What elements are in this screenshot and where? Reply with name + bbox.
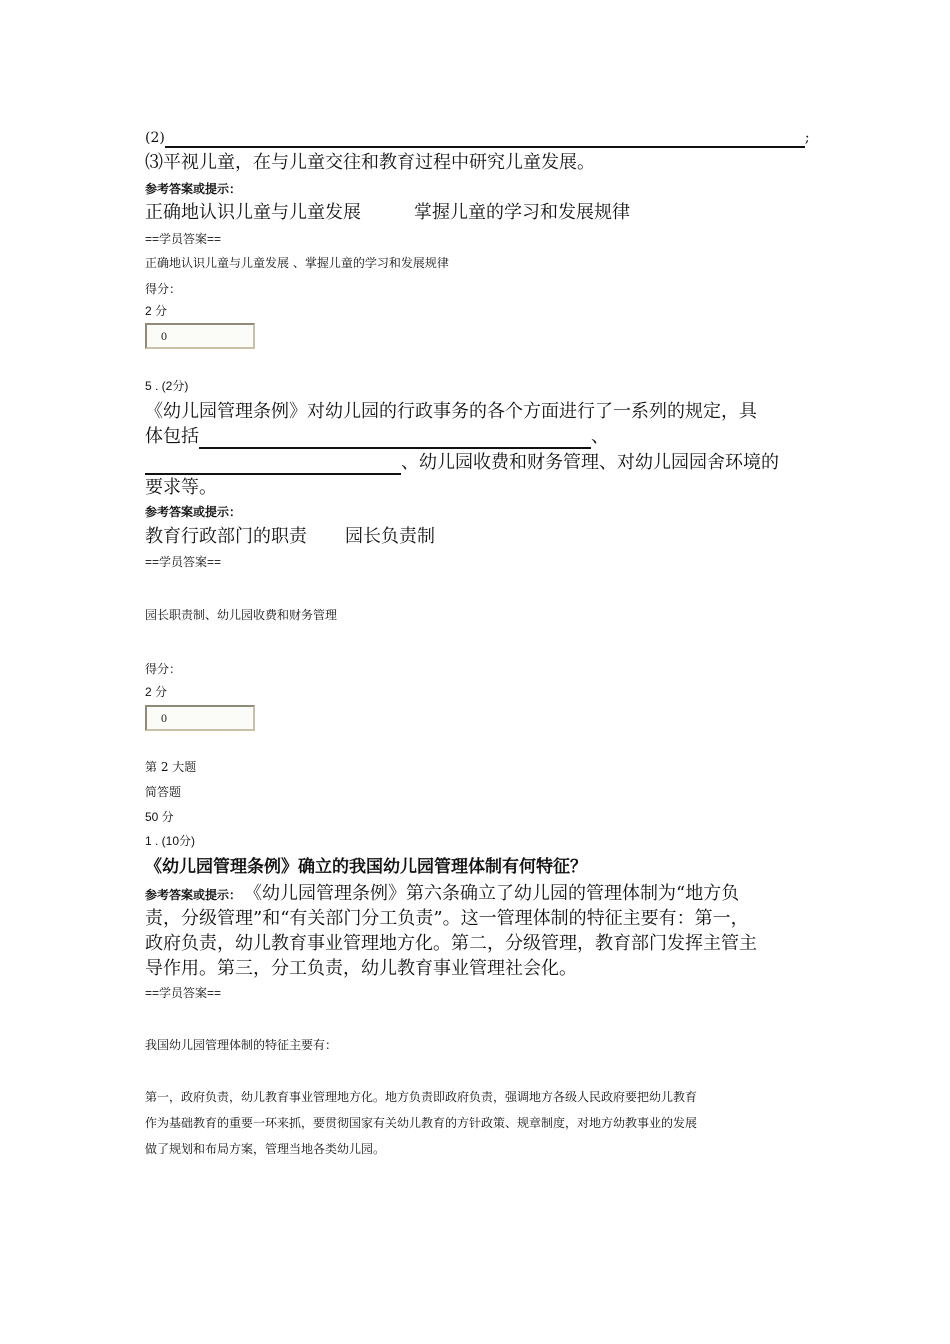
s2q1-student-para1-line3: 做了规划和布局方案，管理当地各类幼儿园。 xyxy=(145,1142,386,1156)
q5-line1: 《幼儿园管理条例》对幼儿园的行政事务的各个方面进行了一系列的规定，具 xyxy=(145,401,757,422)
q4-ref-answer-2: 掌握儿童的学习和发展规律 xyxy=(414,202,630,223)
q4-item2-prefix: (2) xyxy=(145,130,165,146)
q5-blank-2 xyxy=(145,455,401,475)
q5-line4: 要求等。 xyxy=(145,477,217,498)
q5-student-label: ==学员答案== xyxy=(145,555,222,569)
q4-student-answer: 正确地认识儿童与儿童发展 、掌握儿童的学习和发展规律 xyxy=(145,256,449,270)
section2-type: 简答题 xyxy=(145,785,182,799)
q5-line2-suffix: 、 xyxy=(591,426,609,447)
q5-score-input[interactable]: 0 xyxy=(145,705,255,731)
q5-student-answer: 园长职责制、幼儿园收费和财务管理 xyxy=(145,608,338,622)
s2q1-student-para1-line1: 第一，政府负责，幼儿教育事业管理地方化。地方负责即政府负责，强调地方各级人民政府要把幼儿教育 xyxy=(145,1090,698,1104)
section2-points: 50 分 xyxy=(145,810,174,824)
s2q1-ref-line1-row xyxy=(145,882,739,906)
s2q1-ref-line2: 责，分级管理”和“有关部门分工负责”。这一管理体制的特征主要有：第一， xyxy=(145,908,749,929)
s2q1-ref-line3: 政府负责，幼儿教育事业管理地方化。第二，分级管理，教育部门发挥主管主 xyxy=(145,933,757,954)
q5-line2 xyxy=(145,425,609,449)
q4-score-value: 2 分 xyxy=(145,304,168,318)
q4-student-label: ==学员答案== xyxy=(145,232,222,246)
s2q1-student-para1-line2: 作为基础教育的重要一环来抓，要贯彻国家有关幼儿教育的方针政策、规章制度，对地方幼教事业的发展 xyxy=(145,1116,698,1130)
q4-item2-line xyxy=(145,128,815,148)
q5-ref-answer-2: 园长负责制 xyxy=(345,526,435,547)
s2q1-question: 《幼儿园管理条例》确立的我国幼儿园管理体制有何特征？ xyxy=(145,857,587,876)
q5-score-value: 2 分 xyxy=(145,685,168,699)
s2q1-ref-line1: 《幼儿园管理条例》第六条确立了幼儿园的管理体制为“地方负 xyxy=(253,883,740,904)
q4-ref-label: 参考答案或提示： xyxy=(145,182,242,196)
q4-item2-suffix: ; xyxy=(804,130,810,146)
q5-line3-suffix: 、幼儿园收费和财务管理、对幼儿园园舍环境的 xyxy=(401,452,779,473)
s2q1-student-label: ==学员答案== xyxy=(145,986,222,1000)
s2q1-student-intro: 我国幼儿园管理体制的特征主要有： xyxy=(145,1038,338,1052)
q5-ref-label: 参考答案或提示： xyxy=(145,505,242,519)
s2q1-header: 1 . (10分) xyxy=(145,834,196,848)
q5-header: 5 . (2分) xyxy=(145,379,189,393)
q4-ref-answer-1: 正确地认识儿童与儿童发展 xyxy=(145,202,361,223)
s2q1-ref-line4: 导作用。第三，分工负责，幼儿教育事业管理社会化。 xyxy=(145,958,577,979)
q5-ref-answer-1: 教育行政部门的职责 xyxy=(145,526,307,547)
q5-blank-1 xyxy=(199,429,591,449)
q4-score-label: 得分： xyxy=(145,282,182,296)
q5-line2-prefix: 体包括 xyxy=(145,426,199,447)
q5-line3 xyxy=(145,451,779,475)
section2-title: 第 2 大题 xyxy=(145,760,197,774)
q5-score-label: 得分： xyxy=(145,662,182,676)
s2q1-ref-label: 参考答案或提示： xyxy=(145,888,242,902)
q4-item2-blank xyxy=(165,128,805,148)
q4-score-input[interactable]: 0 xyxy=(145,323,255,349)
q4-item3: ⑶平视儿童，在与儿童交往和教育过程中研究儿童发展。 xyxy=(145,152,595,173)
